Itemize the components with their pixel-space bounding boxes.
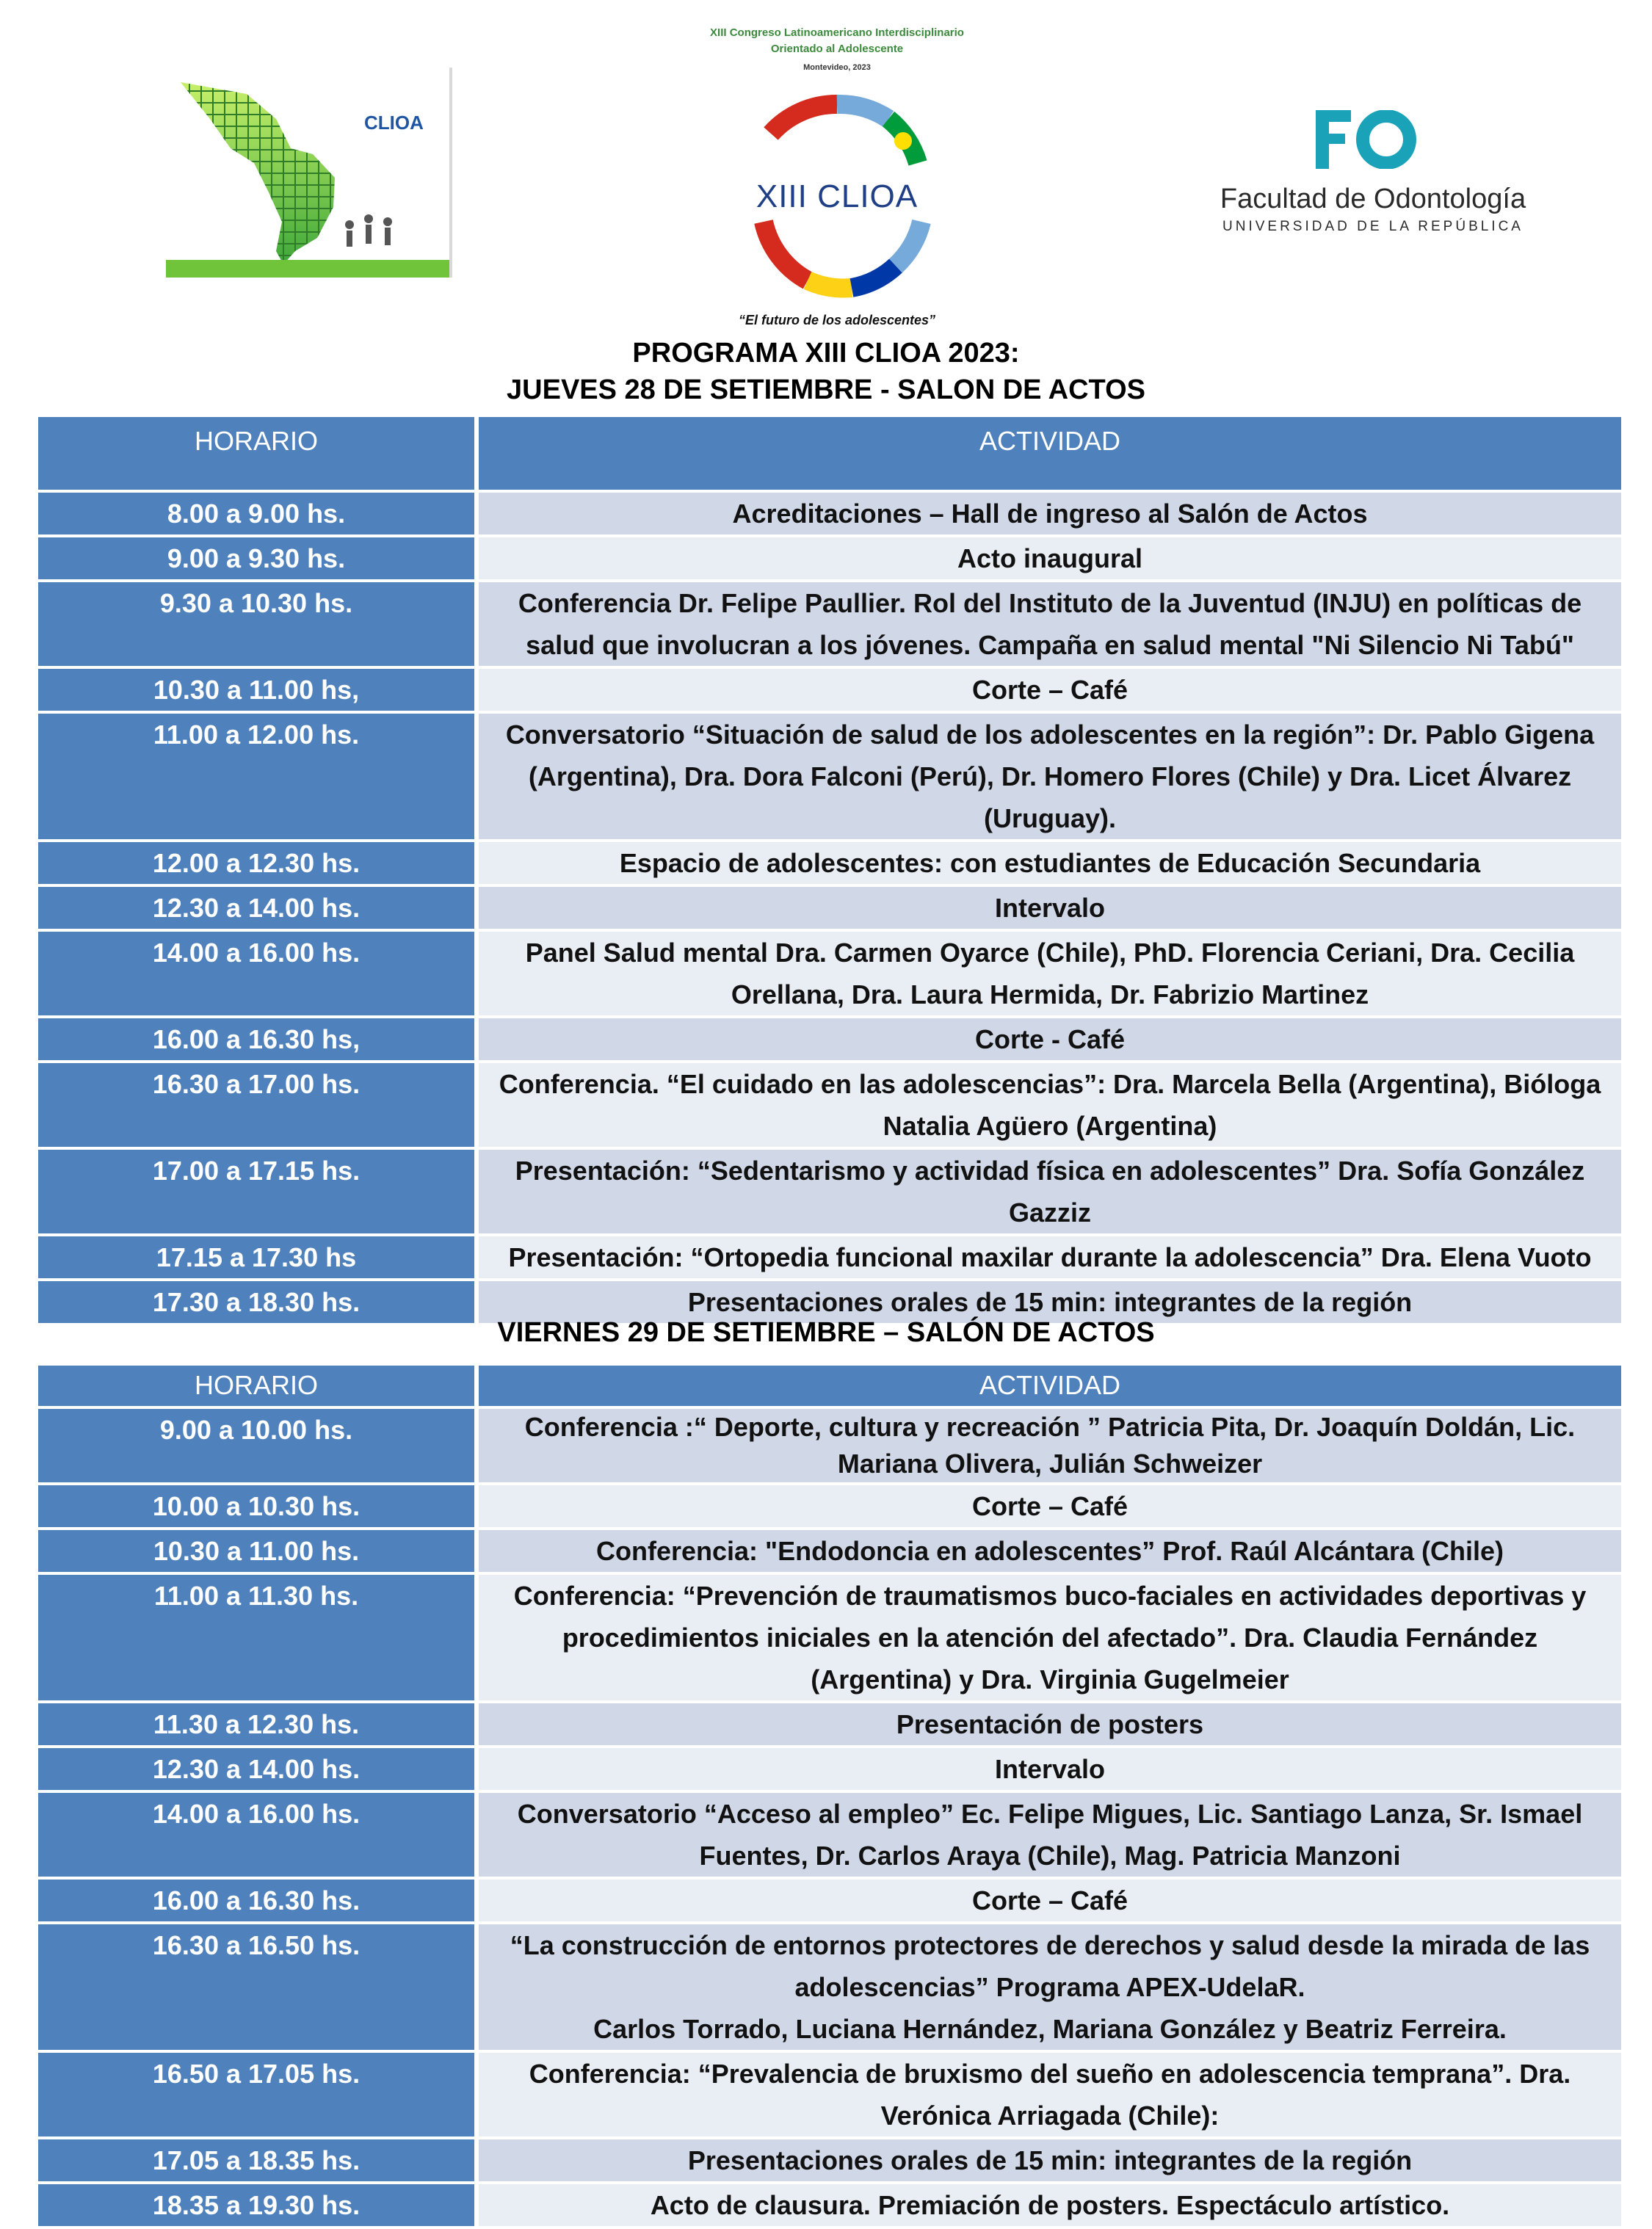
column-header-horario: HORARIO (38, 417, 474, 490)
table-row (38, 1150, 1621, 1233)
row-activity: Corte - Café (479, 1018, 1621, 1060)
row-time: 11.30 a 12.30 hs. (38, 1703, 474, 1745)
row-activity: Conversatorio “Situación de salud de los adolescentes en la región”: Dr. Pablo Gigena (Argentina), Dra. Dora Falconi (Perú), Dr. Homero Flores (Chile) y Dra. Licet Álvarez (Uruguay). (479, 714, 1621, 839)
congress-slogan: “El futuro de los adolescentes” (738, 313, 936, 327)
column-header-actividad: ACTIVIDAD (479, 1366, 1621, 1406)
table-row (38, 714, 1621, 839)
congress-line-2: Orientado al Adolescente (770, 43, 904, 55)
table-row (38, 1530, 1621, 1572)
university-name: UNIVERSIDAD DE LA REPÚBLICA (1222, 219, 1524, 234)
program-title: PROGRAMA XIII CLIOA 2023: (632, 338, 1020, 369)
table-row (38, 1236, 1621, 1278)
table-row (38, 932, 1621, 1015)
table-row (38, 1793, 1621, 1877)
table-row (38, 2184, 1621, 2226)
table-row (38, 1575, 1621, 1700)
table-row (38, 842, 1621, 884)
table-row (38, 2139, 1621, 2181)
table-row (38, 887, 1621, 929)
congress-city: Montevideo, 2023 (803, 63, 871, 72)
row-activity: Corte – Café (479, 1485, 1621, 1527)
row-activity: Presentaciones orales de 15 min: integrantes de la región (479, 2139, 1621, 2181)
column-header-horario: HORARIO (38, 1366, 474, 1406)
row-time: 17.30 a 18.30 hs. (38, 1281, 474, 1323)
table-row (38, 1485, 1621, 1527)
row-activity-line-2: Carlos Torrado, Luciana Hernández, Mariana González y Beatriz Ferreira. (593, 2014, 1507, 2044)
row-activity: Presentación: “Sedentarismo y actividad física en adolescentes” Dra. Sofía González Gazziz (479, 1150, 1621, 1233)
xiii-clioa-title: XIII CLIOA (756, 178, 919, 214)
row-time: 11.00 a 11.30 hs. (38, 1575, 474, 1700)
row-time: 17.05 a 18.35 hs. (38, 2139, 474, 2181)
row-time: 10.00 a 10.30 hs. (38, 1485, 474, 1527)
row-activity: Intervalo (479, 1748, 1621, 1790)
row-time: 16.30 a 17.00 hs. (38, 1063, 474, 1147)
column-header-actividad: ACTIVIDAD (479, 417, 1621, 490)
clioa-small-logo-text: CLIOA (364, 112, 424, 134)
row-time: 10.30 a 11.00 hs, (38, 669, 474, 711)
congress-line-1: XIII Congreso Latinoamericano Interdisciplinario (710, 26, 964, 39)
row-activity: Conferencia: "Endodoncia en adolescentes” Prof. Raúl Alcántara (Chile) (479, 1530, 1621, 1572)
table-row (38, 1703, 1621, 1745)
friday-schedule-table (38, 1363, 1621, 2229)
table-row (38, 1924, 1621, 2050)
row-activity (479, 1924, 1621, 2050)
table-row (38, 1018, 1621, 1060)
table-row (38, 1063, 1621, 1147)
row-time: 8.00 a 9.00 hs. (38, 493, 474, 534)
row-time: 14.00 a 16.00 hs. (38, 932, 474, 1015)
row-time: 17.00 a 17.15 hs. (38, 1150, 474, 1233)
row-time: 9.00 a 10.00 hs. (38, 1409, 474, 1482)
row-activity: Conferencia. “El cuidado en las adolescencias”: Dra. Marcela Bella (Argentina), Bióloga Natalia Agüero (Argentina) (479, 1063, 1621, 1147)
xiii-clioa-logo (661, 21, 1013, 327)
fo-mark-icon (1316, 110, 1419, 169)
latin-america-map-icon (166, 68, 449, 278)
table-row (38, 2053, 1621, 2136)
table-row (38, 1880, 1621, 1921)
row-activity: Presentación: “Ortopedia funcional maxilar durante la adolescencia” Dra. Elena Vuoto (479, 1236, 1621, 1278)
thursday-heading (0, 335, 1652, 408)
row-activity: Espacio de adolescentes: con estudiantes de Educación Secundaria (479, 842, 1621, 884)
table-row (38, 537, 1621, 579)
row-time: 16.30 a 16.50 hs. (38, 1924, 474, 2050)
row-time: 12.30 a 14.00 hs. (38, 1748, 474, 1790)
row-time: 17.15 a 17.30 hs (38, 1236, 474, 1278)
row-time: 11.00 a 12.00 hs. (38, 714, 474, 839)
row-time: 16.00 a 16.30 hs. (38, 1880, 474, 1921)
row-time: 16.00 a 16.30 hs, (38, 1018, 474, 1060)
row-activity-line-1: “La construcción de entornos protectores de derechos y salud desde la mirada de las adolescencias” Programa APEX-UdelaR. (510, 1930, 1590, 2002)
clioa-map-logo (166, 68, 452, 278)
row-activity: Intervalo (479, 887, 1621, 929)
row-activity: Presentación de posters (479, 1703, 1621, 1745)
table-row (38, 493, 1621, 534)
table-row (38, 1748, 1621, 1790)
row-activity: Acto inaugural (479, 537, 1621, 579)
facultad-odontologia-logo (1204, 110, 1542, 242)
table-row (38, 582, 1621, 666)
thursday-schedule-table (38, 414, 1621, 1326)
row-activity: Acreditaciones – Hall de ingreso al Salón de Actos (479, 493, 1621, 534)
table-row (38, 1409, 1621, 1482)
row-time: 10.30 a 11.00 hs. (38, 1530, 474, 1572)
friday-heading: VIERNES 29 DE SETIEMBRE – SALÓN DE ACTOS (497, 1317, 1155, 1348)
row-activity: Panel Salud mental Dra. Carmen Oyarce (Chile), PhD. Florencia Ceriani, Dra. Cecilia Orellana, Dra. Laura Hermida, Dr. Fabrizio Martinez (479, 932, 1621, 1015)
table-header-row (38, 1366, 1621, 1406)
thursday-subtitle: JUEVES 28 DE SETIEMBRE - SALON DE ACTOS (507, 374, 1145, 405)
table-row (38, 669, 1621, 711)
table-header-row (38, 417, 1621, 490)
row-activity: Conferencia: “Prevención de traumatismos buco-faciales en actividades deportivas y procedimientos iniciales en la atención del afectado”. Dra. Claudia Fernández (Argentina) y Dra. Virginia Gugelmeier (479, 1575, 1621, 1700)
row-activity: Conferencia: “Prevalencia de bruxismo del sueño en adolescencia temprana”. Dra. Verónica Arriagada (Chile): (479, 2053, 1621, 2136)
row-activity: Conferencia :“ Deporte, cultura y recreación ” Patricia Pita, Dr. Joaquín Doldán, Lic. Mariana Olivera, Julián Schweizer (479, 1409, 1621, 1482)
row-activity: Acto de clausura. Premiación de posters. Espectáculo artístico. (479, 2184, 1621, 2226)
row-time: 12.30 a 14.00 hs. (38, 887, 474, 929)
row-activity: Conferencia Dr. Felipe Paullier. Rol del Instituto de la Juventud (INJU) en políticas de salud que involucran a los jóvenes. Campaña en salud mental "Ni Silencio Ni Tabú" (479, 582, 1621, 666)
row-activity: Presentaciones orales de 15 min: integrantes de la región (479, 1281, 1621, 1323)
row-time: 18.35 a 19.30 hs. (38, 2184, 474, 2226)
row-time: 12.00 a 12.30 hs. (38, 842, 474, 884)
row-time: 16.50 a 17.05 hs. (38, 2053, 474, 2136)
row-time: 9.00 a 9.30 hs. (38, 537, 474, 579)
faculty-name: Facultad de Odontología (1220, 184, 1526, 214)
congress-name (661, 25, 1013, 57)
row-time: 9.30 a 10.30 hs. (38, 582, 474, 666)
row-activity: Conversatorio “Acceso al empleo” Ec. Felipe Migues, Lic. Santiago Lanza, Sr. Ismael Fuentes, Dr. Carlos Araya (Chile), Mag. Patricia Manzoni (479, 1793, 1621, 1877)
row-activity: Corte – Café (479, 669, 1621, 711)
row-activity: Corte – Café (479, 1880, 1621, 1921)
row-time: 14.00 a 16.00 hs. (38, 1793, 474, 1877)
